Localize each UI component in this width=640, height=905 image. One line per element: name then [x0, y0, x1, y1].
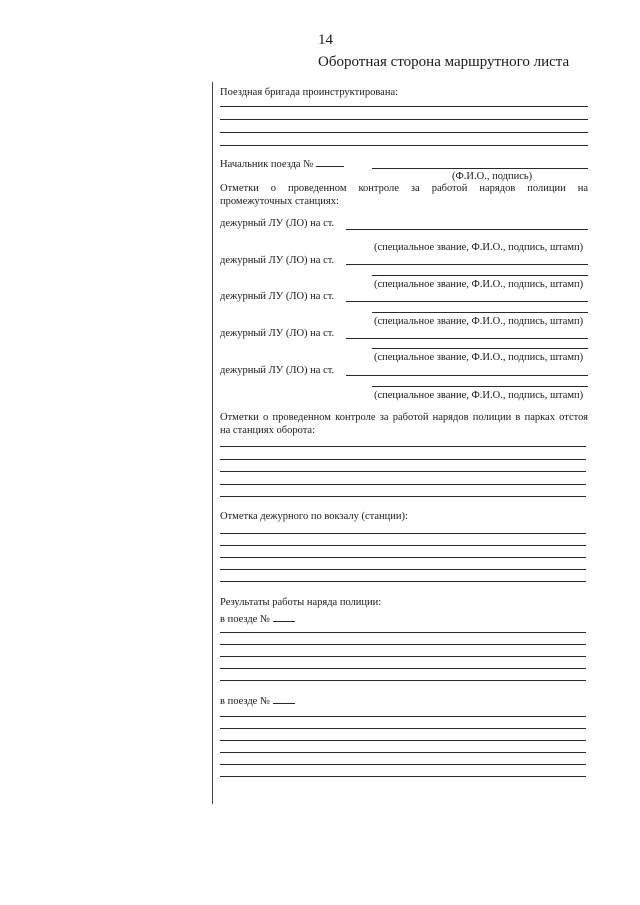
results-line[interactable]	[220, 776, 586, 777]
station-line[interactable]	[346, 229, 588, 230]
brigade-line[interactable]	[220, 132, 588, 133]
chief-sign-line[interactable]	[372, 168, 588, 169]
duty-label: дежурный ЛУ (ЛО) на ст.	[220, 365, 335, 376]
results-line[interactable]	[220, 764, 586, 765]
station-duty-line[interactable]	[220, 545, 586, 546]
brigade-label: Поездная бригада проинструктирована:	[220, 87, 399, 98]
chief-sign-caption: (Ф.И.О., подпись)	[452, 171, 533, 182]
chief-label-text: Начальник поезда №	[220, 159, 314, 170]
duty-sign-caption: (специальное звание, Ф.И.О., подпись, штамп)	[374, 390, 584, 401]
results-line[interactable]	[220, 752, 586, 753]
left-margin-line	[212, 82, 213, 804]
station-line[interactable]	[346, 375, 588, 376]
turnaround-line[interactable]	[220, 484, 586, 485]
duty-label: дежурный ЛУ (ЛО) на ст.	[220, 291, 335, 302]
results-line[interactable]	[220, 728, 586, 729]
results-train-1	[220, 610, 295, 626]
station-line[interactable]	[346, 301, 588, 302]
duty-sign-line[interactable]	[372, 312, 588, 313]
turnaround-line[interactable]	[220, 496, 586, 497]
results-line[interactable]	[220, 680, 586, 681]
page-title: Оборотная сторона маршрутного листа	[318, 54, 570, 70]
results-line[interactable]	[220, 716, 586, 717]
results-train-number-field[interactable]	[273, 610, 295, 622]
duty-label: дежурный ЛУ (ЛО) на ст.	[220, 255, 335, 266]
duty-label: дежурный ЛУ (ЛО) на ст.	[220, 218, 335, 229]
station-duty-line[interactable]	[220, 533, 586, 534]
results-line[interactable]	[220, 740, 586, 741]
station-duty-line[interactable]	[220, 581, 586, 582]
results-train-label: в поезде №	[220, 614, 270, 625]
page-number: 14	[318, 32, 333, 48]
duty-sign-line[interactable]	[372, 386, 588, 387]
station-line[interactable]	[346, 338, 588, 339]
duty-label: дежурный ЛУ (ЛО) на ст.	[220, 328, 335, 339]
duty-sign-caption: (специальное звание, Ф.И.О., подпись, штамп)	[374, 352, 584, 363]
chief-label	[220, 155, 344, 171]
duty-sign-line[interactable]	[372, 348, 588, 349]
results-train-2	[220, 692, 295, 708]
duty-sign-caption: (специальное звание, Ф.И.О., подпись, штамп)	[374, 242, 584, 253]
turnaround-heading-line2: на станциях оборота:	[220, 425, 316, 436]
duty-sign-line[interactable]	[372, 275, 588, 276]
station-duty-line[interactable]	[220, 557, 586, 558]
station-duty-line[interactable]	[220, 569, 586, 570]
intermediate-heading-line2: промежуточных станциях:	[220, 196, 339, 207]
brigade-line[interactable]	[220, 145, 588, 146]
turnaround-heading-line1: Отметки о проведенном контроле за работой нарядов полиции в парках отстоя	[220, 412, 588, 423]
duty-sign-caption: (специальное звание, Ф.И.О., подпись, штамп)	[374, 279, 584, 290]
train-number-field[interactable]	[316, 155, 344, 167]
results-line[interactable]	[220, 644, 586, 645]
results-line[interactable]	[220, 668, 586, 669]
brigade-line[interactable]	[220, 119, 588, 120]
station-line[interactable]	[346, 264, 588, 265]
results-line[interactable]	[220, 632, 586, 633]
results-train-number-field[interactable]	[273, 692, 295, 704]
intermediate-heading-line1: Отметки о проведенном контроле за работой нарядов полиции на	[220, 183, 588, 194]
station-duty-heading: Отметка дежурного по вокзалу (станции):	[220, 511, 408, 522]
brigade-line[interactable]	[220, 106, 588, 107]
results-heading: Результаты работы наряда полиции:	[220, 597, 382, 608]
results-train-label: в поезде №	[220, 696, 270, 707]
results-line[interactable]	[220, 656, 586, 657]
turnaround-line[interactable]	[220, 459, 586, 460]
turnaround-line[interactable]	[220, 471, 586, 472]
turnaround-line[interactable]	[220, 446, 586, 447]
duty-sign-caption: (специальное звание, Ф.И.О., подпись, штамп)	[374, 316, 584, 327]
